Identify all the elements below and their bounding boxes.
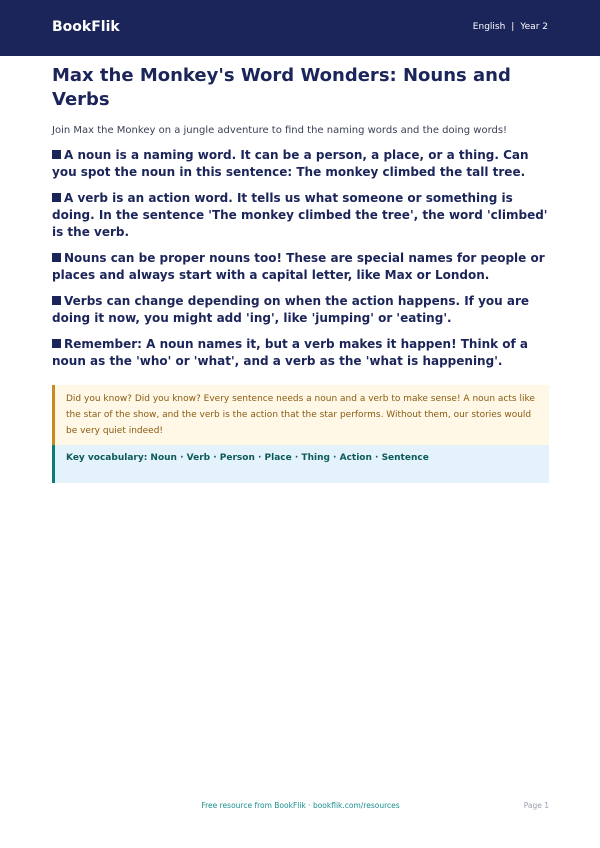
square-bullet-icon [52,193,61,202]
key-point-text: A noun is a naming word. It can be a person, a place, or a thing. Can you spot the noun in this sentence: The monkey climbed the tall tree. [52,148,529,179]
did-you-know-callout: Did you know? Did you know? Every sentence needs a noun and a verb to make sense! A noun acts like the star of the show, and the verb is the action that the star performs. Without them, our stories would be very quiet indeed! [52,385,549,445]
key-point-text: Remember: A noun names it, but a verb makes it happen! Think of a noun as the 'who' or 'what', and a verb as the 'what is happening'. [52,337,529,368]
intro-text: Join Max the Monkey on a jungle adventure to find the naming words and the doing words! [52,125,508,136]
year-label: Year 2 [520,22,548,32]
header-separator: | [511,22,515,32]
square-bullet-icon [52,150,61,159]
footer-source-link[interactable]: Free resource from BookFlik · bookflik.com/resources [201,801,400,810]
square-bullet-icon [52,339,61,348]
key-point [52,250,549,284]
vocabulary-callout: Key vocabulary: Noun · Verb · Person · Place · Thing · Action · Sentence [52,445,549,483]
key-point [52,147,549,181]
key-point-text: A verb is an action word. It tells us what someone or something is doing. In the sentence 'The monkey climbed the tree', the word 'climbed' is the verb. [52,191,548,239]
subject-label: English [472,22,506,32]
worksheet-content [52,64,549,483]
brand-logo[interactable]: BookFlik [52,19,120,35]
key-point [52,336,549,370]
page-number: Page 1 [523,801,549,810]
header-meta [473,22,548,32]
square-bullet-icon [52,296,61,305]
key-point-text: Verbs can change depending on when the action happens. If you are doing it now, you might add 'ing', like 'jumping' or 'eating'. [52,294,530,325]
page-footer [52,801,549,815]
page-header [0,0,600,56]
key-point [52,293,549,327]
page-title: Max the Monkey's Word Wonders: Nouns and Verbs [52,65,511,110]
key-point-text: Nouns can be proper nouns too! These are special names for people or places and always start with a capital letter, like Max or London. [52,251,545,282]
square-bullet-icon [52,253,61,262]
key-point [52,190,549,241]
